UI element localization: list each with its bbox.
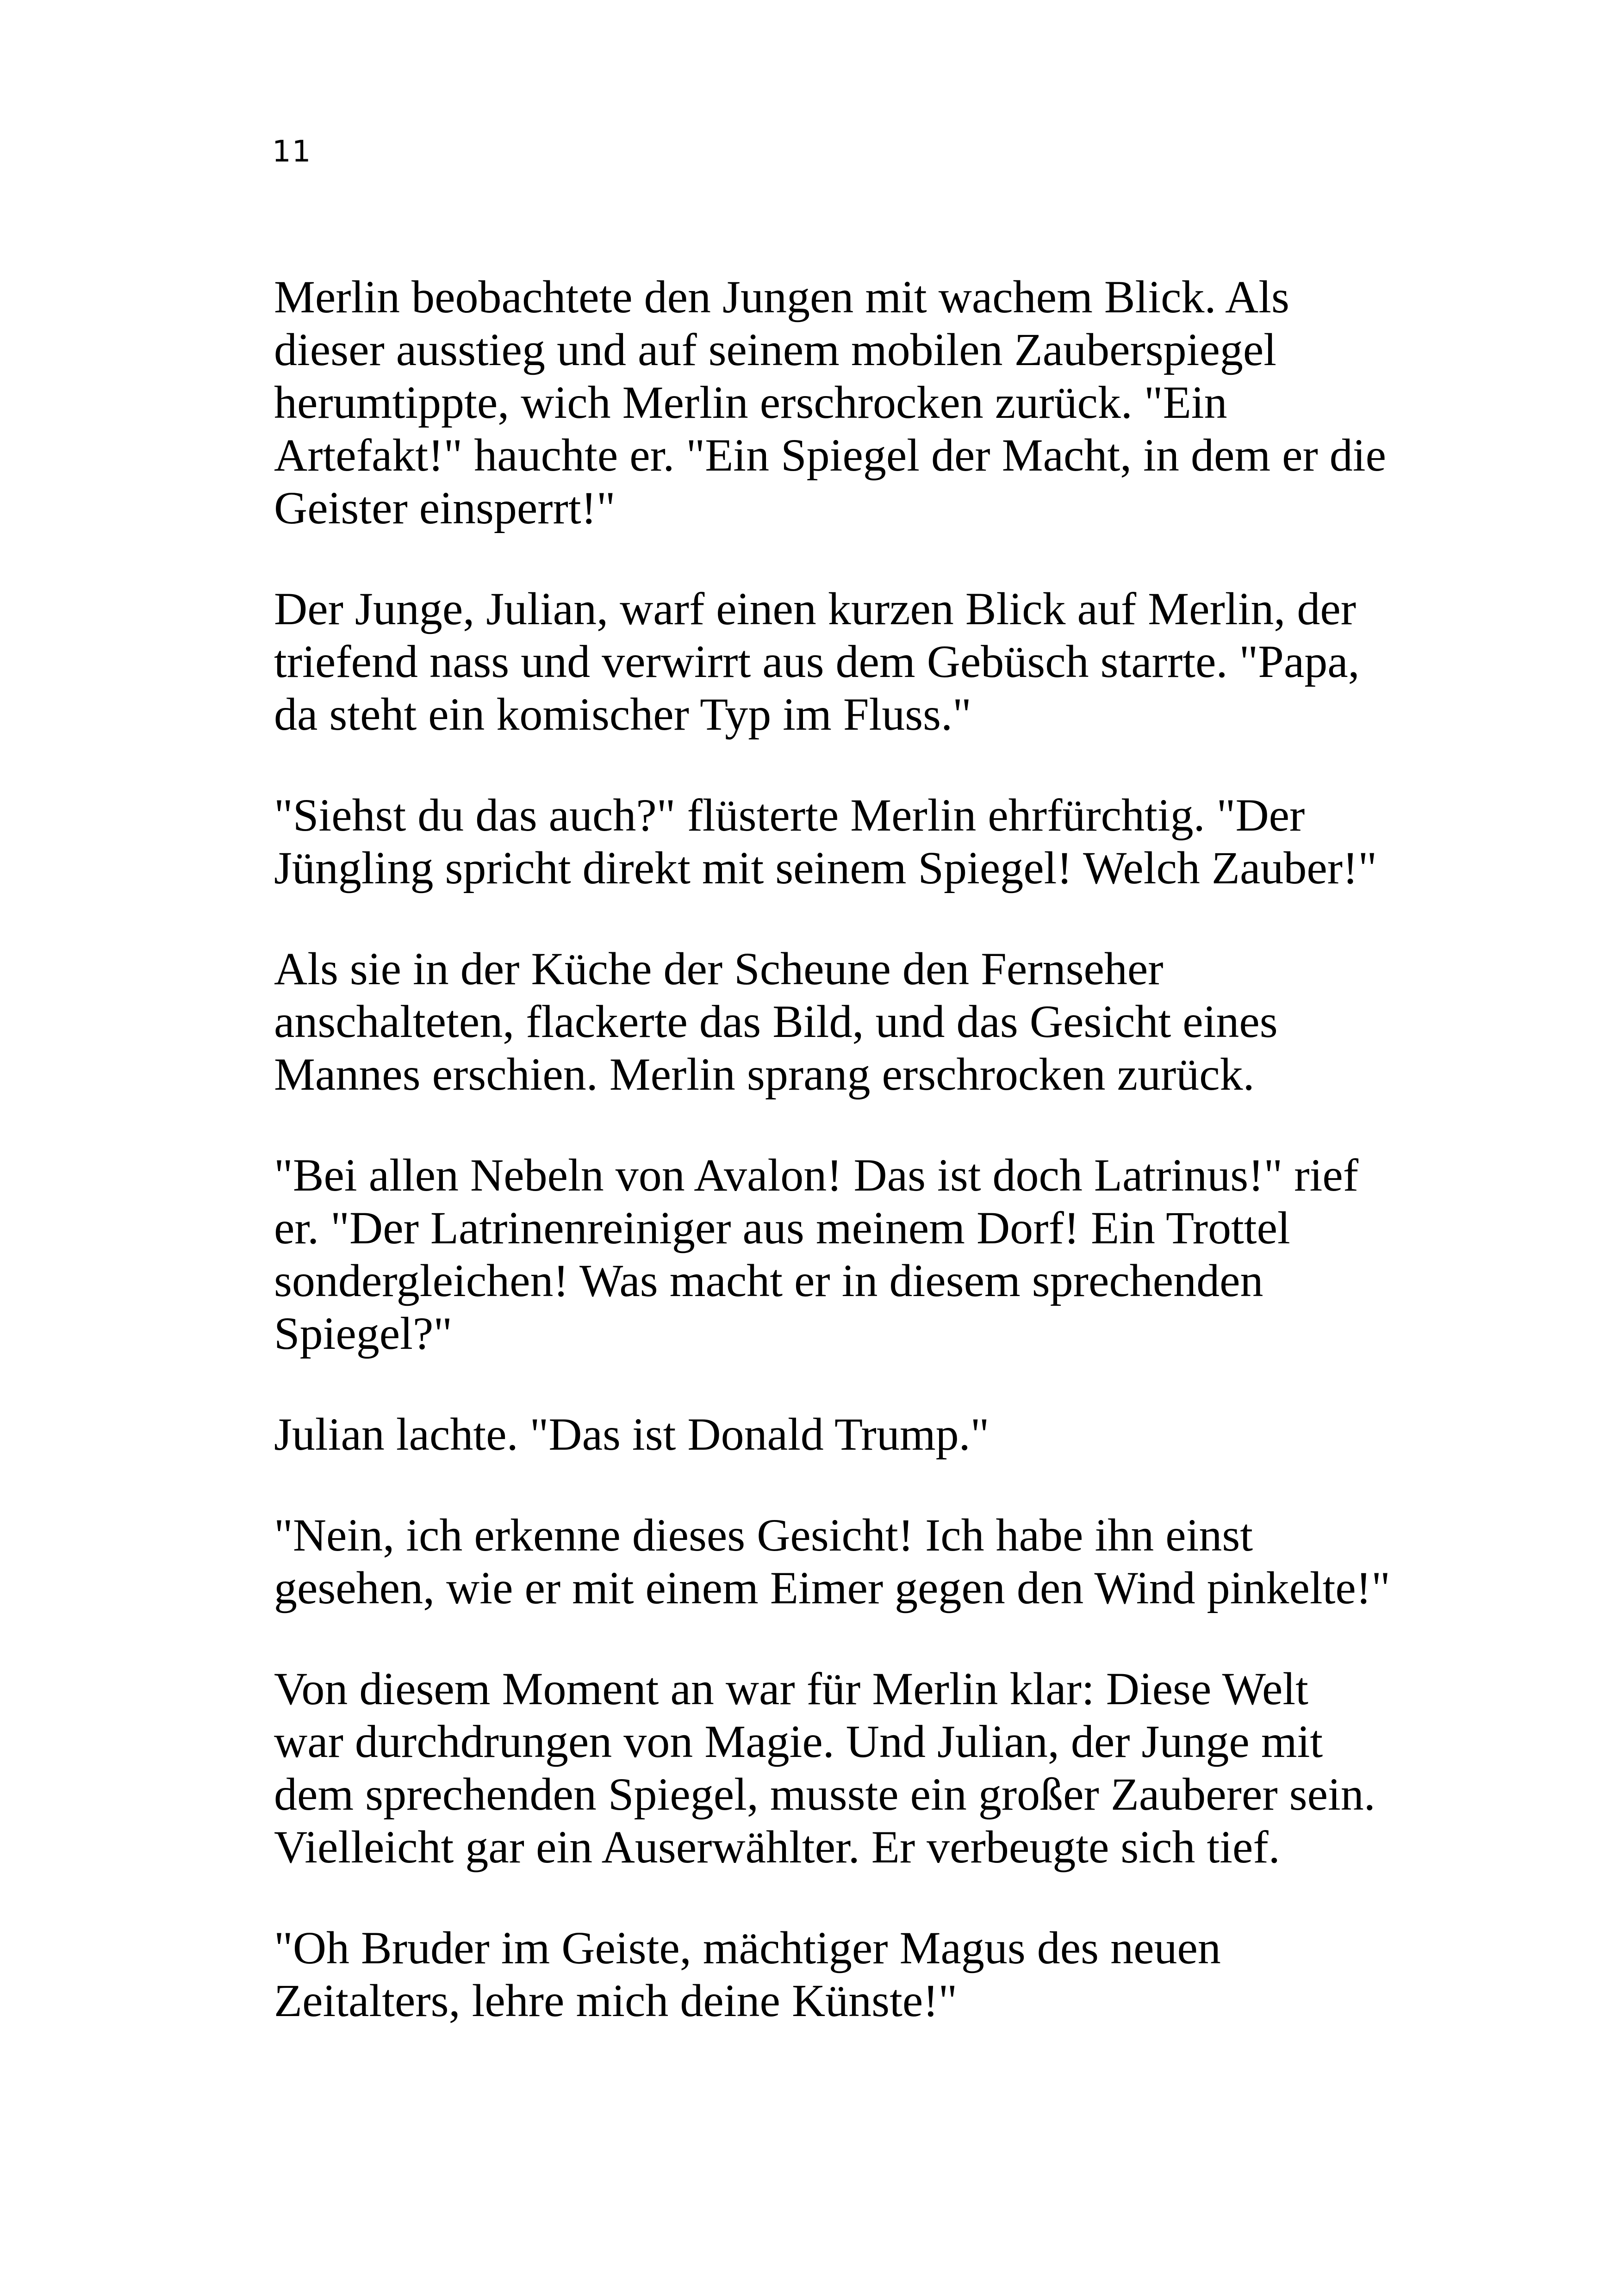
text-line: dem sprechenden Spiegel, musste ein großer Zauberer sein. [274,1769,1375,1820]
text-line: Spiegel?" [274,1308,453,1359]
text-line: Zeitalters, lehre mich deine Künste!" [274,1975,958,2026]
text-line: Geister einsperrt!" [274,482,616,534]
text-line: Jüngling spricht direkt mit seinem Spiegel! Welch Zauber!" [274,842,1377,894]
text-line: herumtippte, wich Merlin erschrocken zurück. "Ein [274,377,1227,428]
text-line: "Bei allen Nebeln von Avalon! Das ist doch Latrinus!" rief [274,1149,1359,1201]
page-number: 11 [272,135,312,169]
text-line: triefend nass und verwirrt aus dem Gebüsch starrte. "Papa, [274,636,1360,687]
text-line: Von diesem Moment an war für Merlin klar: Diese Welt [274,1663,1308,1714]
text-line: war durchdrungen von Magie. Und Julian, der Junge mit [274,1716,1323,1767]
text-line: Mannes erschien. Merlin sprang erschrocken zurück. [274,1049,1255,1100]
text-line: dieser ausstieg und auf seinem mobilen Zauberspiegel [274,324,1277,375]
paragraph-1 [274,271,1394,534]
text-line: Julian lachte. "Das ist Donald Trump." [274,1409,989,1460]
text-line: Artefakt!" hauchte er. "Ein Spiegel der Macht, in dem er die [274,429,1386,481]
text-line: er. "Der Latrinenreiniger aus meinem Dorf! Ein Trottel [274,1202,1290,1253]
text-line: Merlin beobachtete den Jungen mit wachem Blick. Als [274,271,1289,323]
paragraph-9 [274,1922,1394,2027]
text-line: sondergleichen! Was macht er in diesem sprechenden [274,1255,1263,1306]
paragraph-4 [274,943,1394,1101]
text-line: Als sie in der Küche der Scheune den Fernseher [274,943,1164,994]
paragraph-6 [274,1408,1394,1461]
text-line: da steht ein komischer Typ im Fluss." [274,689,971,740]
text-line: gesehen, wie er mit einem Eimer gegen den Wind pinkelte!" [274,1562,1390,1613]
paragraph-7 [274,1509,1394,1614]
text-line: Vielleicht gar ein Auserwählter. Er verbeugte sich tief. [274,1821,1280,1873]
text-line: "Oh Bruder im Geiste, mächtiger Magus des neuen [274,1922,1221,1973]
paragraph-8 [274,1663,1394,1874]
text-line: "Siehst du das auch?" flüsterte Merlin ehrfürchtig. "Der [274,789,1305,841]
text-line: anschalteten, flackerte das Bild, und das Gesicht eines [274,996,1278,1047]
paragraph-3 [274,789,1394,894]
text-line: "Nein, ich erkenne dieses Gesicht! Ich habe ihn einst [274,1509,1253,1561]
paragraph-2 [274,583,1394,741]
text-line: Der Junge, Julian, warf einen kurzen Blick auf Merlin, der [274,583,1357,634]
paragraph-5 [274,1149,1394,1360]
body-text [274,271,1394,2075]
